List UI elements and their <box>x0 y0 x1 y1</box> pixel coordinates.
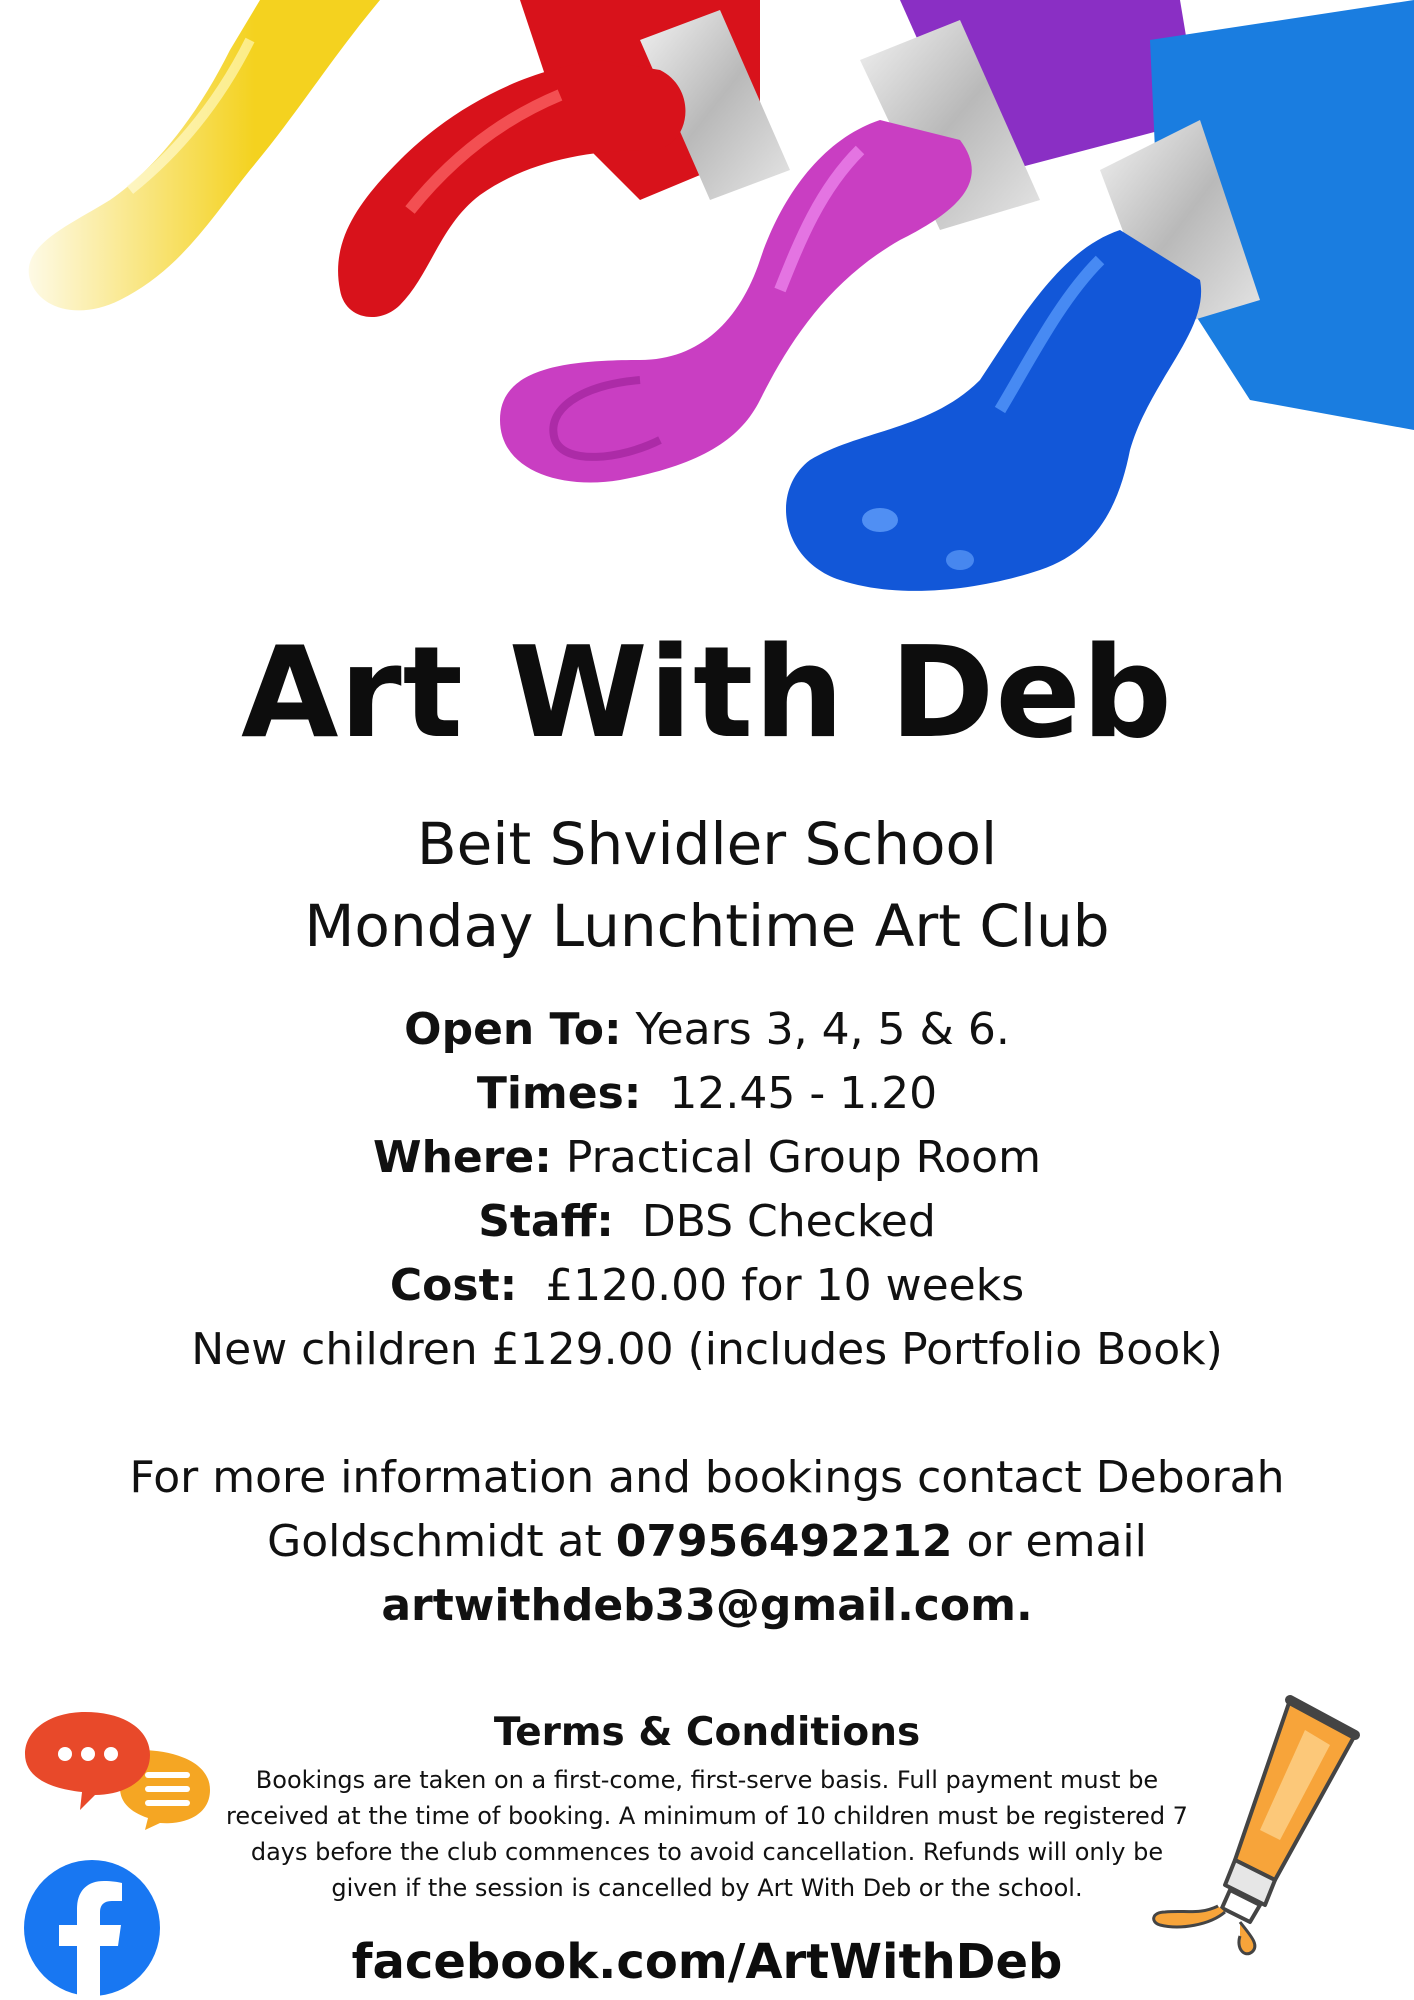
terms-line: Bookings are taken on a first-come, first-serve basis. Full payment must be <box>255 1766 1159 1794</box>
detail-label: Open To: <box>404 1004 622 1055</box>
detail-value: Practical Group Room <box>551 1132 1041 1183</box>
detail-label: Times: <box>476 1068 642 1119</box>
detail-where <box>0 1126 1414 1190</box>
terms-body <box>205 1762 1209 1906</box>
school-name: Beit Shvidler School <box>416 810 998 878</box>
contact-suffix: or email <box>952 1516 1147 1567</box>
detail-open-to <box>0 998 1414 1062</box>
detail-cost <box>0 1254 1414 1318</box>
detail-label: Where: <box>373 1132 552 1183</box>
contact-line-2 <box>60 1510 1354 1574</box>
detail-label: Staff: <box>478 1196 614 1247</box>
page-title: Art With Deb <box>241 619 1173 766</box>
email-address[interactable]: artwithdeb33@gmail.com. <box>381 1580 1033 1631</box>
detail-value: DBS Checked <box>613 1196 936 1247</box>
detail-staff <box>0 1190 1414 1254</box>
facebook-link[interactable]: facebook.com/ArtWithDeb <box>351 1934 1063 1990</box>
phone-number[interactable]: 07956492212 <box>615 1516 953 1567</box>
paint-tubes-photo <box>0 0 1414 620</box>
terms-heading: Terms & Conditions <box>493 1710 921 1755</box>
terms-line: days before the club commences to avoid cancellation. Refunds will only be <box>250 1838 1164 1866</box>
contact-line-1: For more information and bookings contact Deborah <box>129 1452 1285 1503</box>
detail-times <box>0 1062 1414 1126</box>
terms-line: given if the session is cancelled by Art With Deb or the school. <box>331 1874 1083 1902</box>
contact-prefix: Goldschmidt at <box>267 1516 616 1567</box>
new-children-cost: New children £129.00 (includes Portfolio Book) <box>191 1324 1223 1375</box>
detail-value: 12.45 - 1.20 <box>641 1068 938 1119</box>
detail-value: £120.00 for 10 weeks <box>517 1260 1025 1311</box>
detail-label: Cost: <box>389 1260 518 1311</box>
detail-value: Years 3, 4, 5 & 6. <box>621 1004 1010 1055</box>
terms-line: received at the time of booking. A minimum of 10 children must be registered 7 <box>226 1802 1188 1830</box>
club-name: Monday Lunchtime Art Club <box>304 892 1110 960</box>
